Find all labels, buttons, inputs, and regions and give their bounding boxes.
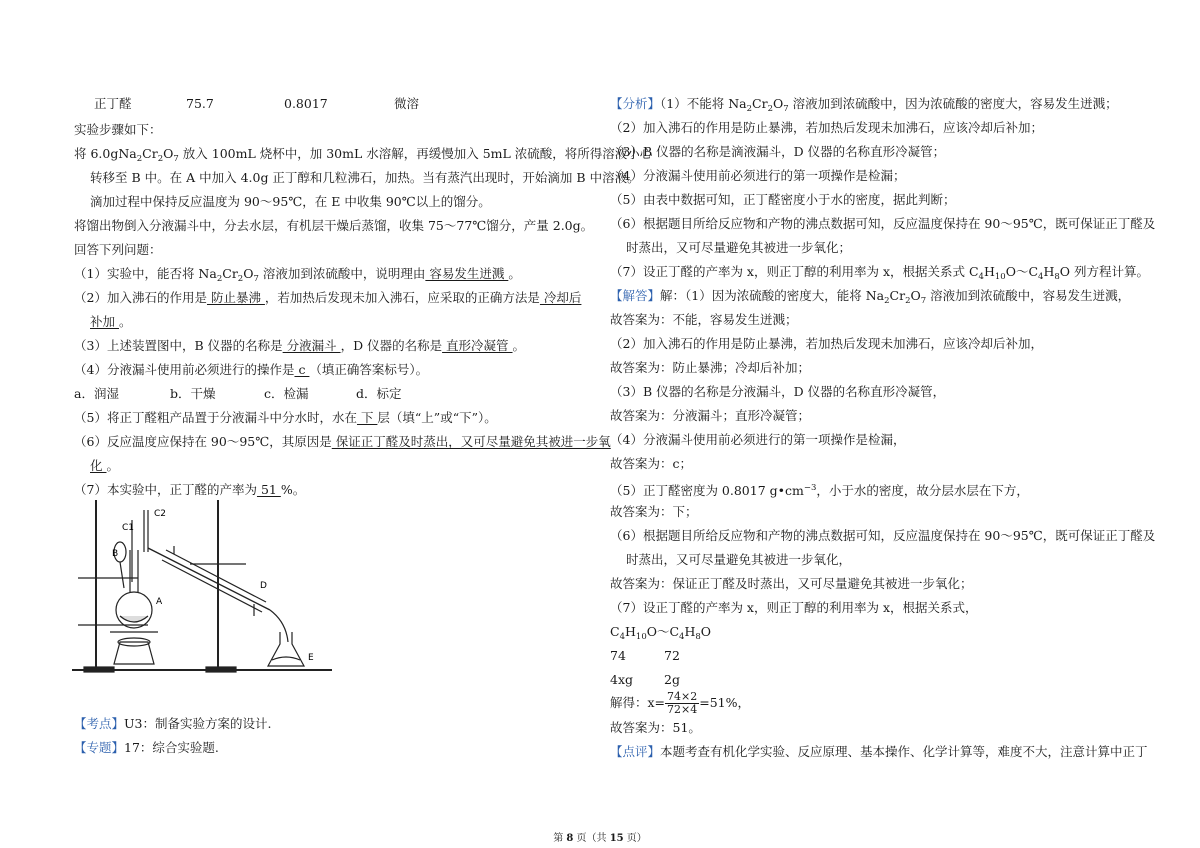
label-e: E (308, 653, 314, 663)
relation-formula: $C_4H_{10}O\sim C_4H_8O$ (610, 624, 712, 642)
answer-line-3: 故答案为：分液漏斗；直形冷凝管； (610, 408, 811, 423)
zhuanti-tag: 【专题】 (74, 740, 125, 755)
answer-prompt: 回答下列问题： (74, 242, 162, 257)
option-a: a．润湿 (74, 386, 119, 401)
kaodian: 【考点】U3：制备实验方案的设计. (74, 716, 272, 731)
page-total: 15 (609, 833, 624, 844)
dianping-tag: 【点评】 (610, 744, 661, 759)
answer-line-2: 故答案为：防止暴沸；冷却后补加； (610, 360, 811, 375)
fenxi-4: （4）分液漏斗使用前必须进行的第一项操作是检漏； (610, 168, 906, 183)
jieda-1: 【解答】解：（1）因为浓硫酸的密度大，能将 $Na_2Cr_2O_7$ 溶液加到浓硫酸中，容易发生迸溅， (610, 288, 1131, 306)
answer-4: c (294, 362, 310, 377)
jieda-2: （2）加入沸石的作用是防止暴沸，若加热后发现未加沸石，应该冷却后补加， (610, 336, 1043, 351)
answer-5: 下 (356, 410, 378, 425)
label-d: D (260, 581, 267, 591)
fenxi-tag: 【分析】 (610, 96, 661, 111)
zhuanti: 【专题】17：综合实验题. (74, 740, 219, 755)
jieda-4: （4）分液漏斗使用前必须进行的第一项操作是检漏， (610, 432, 906, 447)
answer-2b: 冷却后 (539, 290, 582, 305)
answer-7: 51 (256, 482, 281, 497)
step-1: 将 $6.0gNa_2Cr_2O_7$ 放入 100mL 烧杯中，加 30mL 水溶解，再缓慢加入 5mL 浓硫酸，将所得溶液小心 (74, 146, 653, 164)
question-5: （5）将正丁醛粗产品置于分液漏斗中分水时，水在 下 层（填“上”或“下”）。 (74, 410, 497, 425)
label-a: A (156, 597, 163, 607)
question-2: （2）加入沸石的作用是 防止暴沸 ，若加热后发现未加入沸石，应采取的正确方法是 冷却后 (74, 290, 582, 305)
fenxi-2: （2）加入沸石的作用是防止暴沸，若加热后发现未加沸石，应该冷却后补加； (610, 120, 1043, 135)
question-4: （4）分液漏斗使用前必须进行的操作是 c （填正确答案标号）。 (74, 362, 429, 377)
table-cell-solubility: 微溶 (394, 96, 420, 111)
fenxi-6b: 时蒸出，又可尽量避免其被进一步氧化； (626, 240, 852, 255)
question-6: （6）反应温度应保持在 90～95℃，其原因是 保证正丁醛及时蒸出，又可尽量避免其被进一步氧 (74, 434, 611, 449)
question-7: （7）本实验中，正丁醛的产率为 51 %。 (74, 482, 306, 497)
jieda-7: （7）设正丁醛的产率为 x，则正丁醇的利用率为 x，根据关系式， (610, 600, 978, 615)
answer-3a: 分液漏斗 (282, 338, 341, 353)
jieda-6: （6）根据题目所给反应物和产物的沸点数据可知，反应温度保持在 90～95℃，既可保证正丁醛及 (610, 528, 1156, 543)
question-1: （1）实验中，能否将 $Na_2Cr_2O_7$ 溶液加到浓硫酸中，说明理由 容易发生迸溅 。 (74, 266, 521, 284)
fenxi-1: 【分析】（1）不能将 $Na_2Cr_2O_7$ 溶液加到浓硫酸中，因为浓硫酸的密度大，容易发生迸溅； (610, 96, 1118, 114)
jieda-tag: 【解答】 (610, 288, 661, 303)
label-c2: C2 (154, 509, 167, 519)
page-footer: 第 8 页（共 15 页） (553, 833, 647, 844)
dianping: 【点评】本题考查有机化学实验、反应原理、基本操作、化学计算等，难度不大，注意计算中正丁 (610, 744, 1148, 759)
answer-line-6: 故答案为：保证正丁醛及时蒸出，又可尽量避免其被进一步氧化； (610, 576, 973, 591)
options-row (74, 386, 414, 402)
answer-2a: 防止暴沸 (206, 290, 265, 305)
option-b: b．干燥 (170, 386, 216, 401)
molar-mass-row: 74 72 (610, 648, 680, 663)
step-2: 将馏出物倒入分液漏斗中，分去水层，有机层干燥后蒸馏，收集 75～77℃馏分，产量 2.0g。 (74, 218, 594, 233)
label-c1: C1 (122, 523, 135, 533)
step-1-cont: 转移至 B 中。在 A 中加入 4.0g 正丁醇和几粒沸石，加热。当有蒸汽出现时，开始滴加 B 中溶液。 (90, 170, 640, 185)
fenxi-5: （5）由表中数据可知，正丁醛密度小于水的密度，据此判断； (610, 192, 956, 207)
question-2-cont: 补加 。 (90, 314, 132, 329)
jieda-5: （5）正丁醛密度为 0.8017 $g•cm^{-3}$，小于水的密度，故分层水层在下方， (610, 483, 1029, 498)
fenxi-7: （7）设正丁醛的产率为 x，则正丁醇的利用率为 x，根据关系式 $C_4H_{10}O\sim C_4H_8O$ 列方程计算。 (610, 264, 1149, 282)
table-row (94, 96, 434, 112)
table-cell-bp: 75.7 (186, 96, 214, 111)
jieda-3: （3）B 仪器的名称是分液漏斗，D 仪器的名称直形冷凝管， (610, 384, 946, 399)
fenxi-6: （6）根据题目所给反应物和产物的沸点数据可知，反应温度保持在 90～95℃，既可保证正丁醛及 (610, 216, 1156, 231)
answer-1: 容易发生迸溅 (425, 266, 509, 281)
answer-line-7: 故答案为：51。 (610, 720, 701, 735)
steps-title: 实验步骤如下： (74, 122, 162, 137)
solve-line: 解得：x= $\frac{74\times 2}{72\times 4}$ =51%， (610, 690, 751, 716)
step-1-cont2: 滴加过程中保持反应温度为 90～95℃，在 E 中收集 90℃以上的馏分。 (90, 194, 491, 209)
kaodian-tag: 【考点】 (74, 716, 125, 731)
jieda-6b: 时蒸出，又可尽量避免其被进一步氧化， (626, 552, 852, 567)
distillation-apparatus-figure (70, 492, 335, 687)
fraction: $\frac{74\times 2}{72\times 4}$ (667, 690, 698, 716)
answer-6: 保证正丁醛及时蒸出，又可尽量避免其被进一步氧 (331, 434, 611, 449)
table-cell-name: 正丁醛 (94, 96, 132, 111)
table-cell-density: 0.8017 (284, 96, 328, 111)
answer-3b: 直形冷凝管 (442, 338, 513, 353)
question-6-cont: 化 。 (90, 458, 119, 473)
answer-line-1: 故答案为：不能，容易发生迸溅； (610, 312, 798, 327)
answer-line-5: 故答案为：下； (610, 504, 698, 519)
fenxi-3: （3）B 仪器的名称是滴液漏斗，D 仪器的名称直形冷凝管； (610, 144, 946, 159)
option-d: d．标定 (356, 386, 402, 401)
answer-line-4: 故答案为：c； (610, 456, 693, 471)
page-number: 8 (566, 833, 574, 844)
label-b: B (112, 549, 119, 559)
mass-row: 4xg 2g (610, 672, 680, 687)
option-c: c．检漏 (264, 386, 309, 401)
question-3: （3）上述装置图中，B 仪器的名称是 分液漏斗 ，D 仪器的名称是 直形冷凝管 。 (74, 338, 526, 353)
